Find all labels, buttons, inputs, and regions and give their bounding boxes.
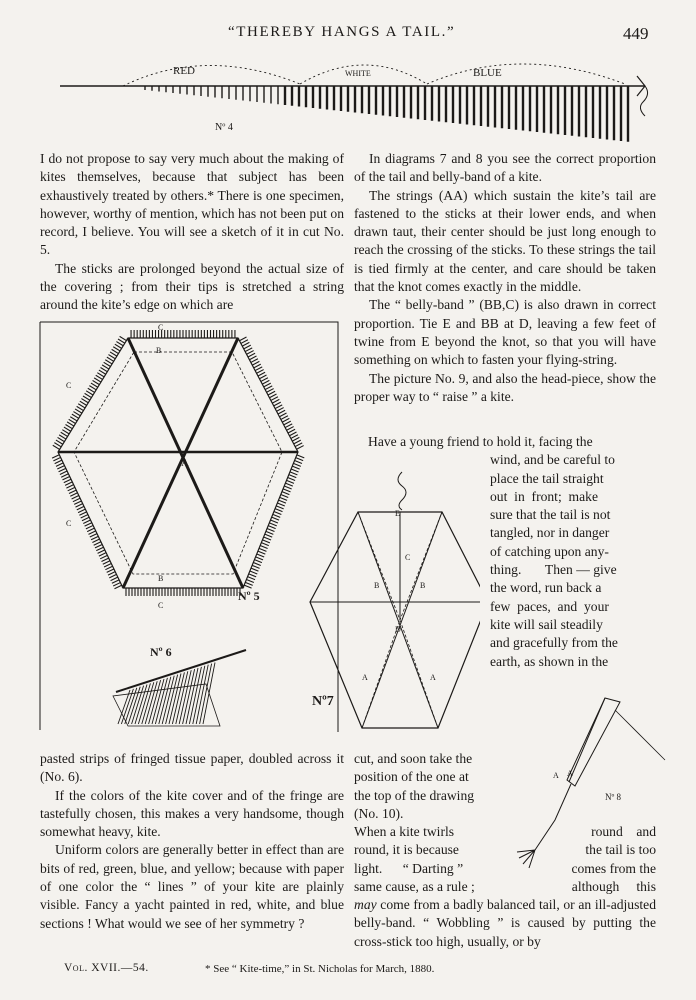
- fringe-strand: [68, 487, 75, 490]
- fringe-strand: [244, 585, 251, 588]
- right-column-bottom: [354, 823, 656, 951]
- fringe-strand: [55, 460, 62, 463]
- fringe-strand: [258, 551, 265, 554]
- fringe-strand: [70, 493, 77, 496]
- text-line: earth, as shown in the: [490, 653, 609, 669]
- letter-a: A: [430, 673, 436, 682]
- fringe-strand: [257, 554, 264, 557]
- text-line: same cause, as a rule ;: [354, 878, 475, 894]
- fringe-strand: [273, 514, 280, 517]
- right-column-cont: [354, 750, 494, 823]
- fringe-strand: [279, 413, 286, 417]
- fringe-strand: [247, 351, 254, 355]
- fringe-strand: [249, 356, 256, 360]
- fringe-strand: [295, 443, 302, 447]
- letter-e: E: [395, 509, 400, 518]
- fringe-strand: [259, 548, 266, 551]
- letter-b: B: [156, 346, 162, 355]
- letter-c: C: [158, 601, 164, 610]
- fringe-strand: [261, 543, 268, 546]
- fringe-strand: [262, 540, 269, 543]
- fringe-strand: [109, 574, 116, 577]
- fringe-strand: [259, 375, 266, 379]
- fringe-strand: [166, 675, 178, 724]
- letter-c: C: [158, 323, 164, 332]
- text-line: place the tail straight: [490, 470, 604, 486]
- fringe-strand: [274, 512, 281, 515]
- fringe-strand: [254, 560, 261, 563]
- fringe-strand: [295, 461, 302, 464]
- figure-5-label: Nº 5: [238, 589, 260, 603]
- fringe-strand: [196, 665, 208, 724]
- fringe-strand: [105, 566, 112, 569]
- fringe-strand: [53, 457, 60, 460]
- fringe-strand: [61, 474, 68, 477]
- label-red: RED: [173, 65, 195, 77]
- fringe-strand: [293, 463, 300, 466]
- fringe-strand: [296, 458, 303, 461]
- fringe-strand: [186, 668, 198, 724]
- fringe-strand: [132, 686, 144, 724]
- fringe-strand: [90, 534, 97, 537]
- fringe-strand: [285, 424, 292, 428]
- text-line: round, it is because: [354, 842, 459, 858]
- footnote: * See “ Kite-time,” in St. Nicholas for March, 1880.: [205, 963, 435, 975]
- fringe-strand: [103, 561, 110, 564]
- fringe-strand: [200, 664, 212, 724]
- fringe-strand: [91, 536, 98, 539]
- fringe-strand: [159, 677, 171, 724]
- left-column-top: [40, 150, 344, 315]
- fringe-strand: [248, 353, 255, 357]
- letter-c: C: [66, 381, 72, 390]
- fringe-strand: [114, 585, 121, 588]
- letter-c: C: [405, 553, 411, 562]
- fringe-strand: [297, 455, 304, 458]
- fringe-strand: [244, 345, 251, 349]
- fringe-strand: [277, 408, 284, 412]
- fringe-strand: [272, 399, 279, 403]
- fringe-strand: [52, 455, 59, 458]
- fringe-strand: [125, 688, 137, 724]
- fringe-strand: [262, 380, 269, 384]
- fringe-strand: [81, 515, 88, 518]
- fringe-strand: [183, 669, 195, 724]
- fringe-strand: [264, 383, 271, 387]
- fringe-strand: [250, 571, 257, 574]
- running-head: “THEREBY HANGS A TAIL.”: [228, 24, 456, 40]
- paragraph: The picture No. 9, and also the head-piece, show the proper way to “ raise ” a kite.: [354, 370, 656, 404]
- text-line: (No. 10).: [354, 805, 404, 821]
- fringe-strand: [78, 509, 85, 512]
- fringe-strand: [254, 364, 261, 368]
- fringe-strand: [279, 500, 286, 503]
- fringe-strand: [62, 476, 69, 479]
- fringe-strand: [271, 397, 278, 401]
- fringe-strand: [95, 544, 102, 547]
- label-white: WHITE: [345, 69, 371, 78]
- fringe-strand: [113, 583, 120, 586]
- fringe-strand: [241, 340, 248, 344]
- fringe-strand: [253, 563, 260, 566]
- fringe-strand: [255, 367, 262, 371]
- fringe-strand: [288, 429, 295, 433]
- fringe-strand: [128, 687, 140, 724]
- fringe-strand: [281, 495, 288, 498]
- letter-c: C: [66, 519, 72, 528]
- fringe-strand: [77, 506, 84, 509]
- fringe-strand: [169, 674, 181, 725]
- paragraph: pasted strips of fringed tissue paper, doubled across it (No. 6).: [40, 751, 344, 785]
- fringe-strand: [92, 539, 99, 542]
- fringe-strand: [142, 682, 154, 724]
- text-line: kite will sail steadily: [490, 616, 603, 632]
- fringe-strand: [282, 492, 289, 495]
- fringe-strand: [269, 523, 276, 526]
- letter-a: A: [362, 673, 368, 682]
- fringe-strand: [56, 463, 63, 466]
- fringe-strand: [264, 537, 271, 540]
- text-span: come from a badly balanced tail, or an ill-adjusted belly-band. “ Wobbling ” is caused by putting the cross-stick too high, usually, or by: [354, 897, 656, 949]
- fringe-strand: [149, 680, 161, 724]
- fringe: [52, 330, 304, 596]
- text-line: wind, and be careful to: [490, 452, 615, 468]
- fringe-strand: [246, 580, 253, 583]
- fringe-strand: [64, 479, 71, 482]
- fringe-strand: [297, 446, 304, 450]
- fringe-strand: [265, 386, 272, 390]
- fringe-strand: [79, 512, 86, 515]
- fringe-strand: [251, 568, 258, 571]
- letter-b: B: [420, 581, 426, 590]
- text-line: although this: [571, 878, 656, 894]
- letter-a: A: [181, 457, 189, 469]
- paragraph: In diagrams 7 and 8 you see the correct proportion of the tail and belly-band of a kite.: [354, 151, 656, 185]
- fringe-strand: [72, 496, 79, 499]
- fringe-strand: [252, 361, 259, 365]
- fringe-strand: [74, 501, 81, 504]
- fringe-strand: [138, 683, 150, 724]
- volume-number: Vol. XVII.—54.: [64, 962, 149, 974]
- text-line: comes from the: [571, 860, 656, 876]
- text-line: the word, run back a: [490, 580, 602, 596]
- fringe-strand: [96, 547, 103, 550]
- fringe-strand: [268, 526, 275, 529]
- fringe-strand: [112, 580, 119, 583]
- text-line: When a kite twirls: [354, 824, 455, 839]
- fringe-strand: [277, 503, 284, 506]
- fringe-strand: [249, 574, 256, 577]
- right-column-wrap: [368, 433, 656, 671]
- fringe-strand: [289, 432, 296, 436]
- fringe-strand: [287, 427, 294, 431]
- fringe-strand: [83, 520, 90, 523]
- letter-b: B: [158, 574, 164, 583]
- text-line: Have a young friend to hold it, facing the: [368, 434, 593, 449]
- letter-a: A: [553, 771, 559, 780]
- fringe-strand: [104, 564, 111, 567]
- paragraph: Uniform colors are generally better in effect than are bits of red, green, blue, and yellow; because with paper of one color the “ lines ” of your kite are plainly visible. Fancy a yacht painted in red, white, and blue sections ! What would we see of her symmetry ?: [40, 842, 344, 931]
- paragraph: The “ belly-band ” (BB,C) is also drawn in correct proportion. Tie E and BB at D, leaving a few feet of twine from E beyond the knot, so that you will have something on which to fasten your flying-string.: [354, 297, 656, 368]
- left-column-bottom: [40, 750, 344, 933]
- fringe-strand: [265, 534, 272, 537]
- fringe-strand: [284, 421, 291, 425]
- emphasis: may: [354, 897, 377, 913]
- fringe-strand: [294, 440, 301, 444]
- fringe-strand: [266, 531, 273, 534]
- figure-8-label: Nº 8: [605, 792, 622, 802]
- fringe-strand: [193, 666, 205, 724]
- fringe-strand: [248, 577, 255, 580]
- text-line: round and: [591, 824, 656, 839]
- fringe-strand: [272, 517, 279, 520]
- text-line: thing. Then — give: [490, 562, 617, 578]
- fringe-strand: [245, 582, 252, 585]
- fringe-strand: [60, 471, 67, 474]
- fringe-strand: [245, 348, 252, 352]
- fringe-strand: [98, 550, 105, 553]
- fringe-strand: [145, 681, 157, 724]
- fringe-strand: [275, 405, 282, 409]
- paragraph: If the colors of the kite cover and of the fringe are tastefully chosen, this makes a very handsome, though somewhat heavy, kite.: [40, 787, 344, 840]
- paragraph: The sticks are prolonged beyond the actual size of the covering ; from their tips is stretched a string around the kite’s edge on which are: [40, 260, 344, 313]
- fringe-strand: [278, 410, 285, 414]
- fringe-strand: [251, 359, 258, 363]
- fringe-detail: [113, 650, 246, 726]
- fringe-strand: [86, 525, 93, 528]
- text-line: the top of the drawing: [354, 787, 475, 803]
- fringe-strand: [100, 555, 107, 558]
- fringe-strand: [155, 678, 167, 724]
- fringe-strand: [101, 558, 108, 561]
- fringe-strand: [239, 337, 246, 341]
- hexagon-kite: [52, 330, 304, 596]
- fringe-strand: [75, 504, 82, 507]
- fringe-strand: [162, 676, 174, 724]
- fringe-strand: [152, 679, 164, 724]
- figure-4-tail: [55, 52, 655, 152]
- fringe-strand: [267, 389, 274, 393]
- fringe-strand: [268, 391, 275, 395]
- fringe-strand: [275, 509, 282, 512]
- fringe-strand: [280, 497, 287, 500]
- letter-b: B: [374, 581, 380, 590]
- text-line: and gracefully from the: [490, 635, 618, 651]
- text-line: few paces, and your: [490, 598, 609, 614]
- fringe-strand: [108, 572, 115, 575]
- text-line: of catching upon any-: [490, 543, 609, 559]
- fringe-strand: [242, 342, 249, 346]
- fringe-strand: [88, 531, 95, 534]
- page-number: 449: [623, 24, 649, 43]
- text-line: tangled, nor in danger: [490, 525, 610, 541]
- text-line: out in front; make: [490, 488, 598, 504]
- fringe-strand: [252, 565, 259, 568]
- fringe-strand: [85, 523, 92, 526]
- label-blue: BLUE: [473, 67, 502, 79]
- fringe-strand: [179, 670, 191, 724]
- fringe-strand: [94, 542, 101, 545]
- letter-d: D: [395, 625, 401, 634]
- fringe-strand: [87, 528, 94, 531]
- fringe-strand: [73, 498, 80, 501]
- fringe-strand: [69, 490, 76, 493]
- letter-a: A: [567, 769, 573, 778]
- paragraph: The strings (AA) which sustain the kite’s tail are fastened to the sticks at their lower ends, and when drawn taut, their center should be just long enough to reach the crossing of the sticks. To these strings the tail is tied firmly at the center, and care should be taken that the knot comes exactly in the middle.: [354, 187, 656, 295]
- fringe-strand: [282, 418, 289, 422]
- text-line: sure that the tail is not: [490, 507, 611, 523]
- fringe-strand: [281, 416, 288, 420]
- fringe-strand: [258, 372, 265, 376]
- fringe-strand: [292, 437, 299, 441]
- fringe-strand: [135, 685, 147, 725]
- fringe-strand: [82, 517, 89, 520]
- fringe-strand: [276, 506, 283, 509]
- fringe-strand: [111, 577, 118, 580]
- fringe-strand: [65, 482, 72, 485]
- fringe-strand: [176, 671, 188, 724]
- fringe-strand: [267, 529, 274, 532]
- tail-tassels: [145, 86, 628, 142]
- fringe-strand: [57, 466, 64, 469]
- fringe-strand: [256, 557, 263, 560]
- fringe-strand: [274, 402, 281, 406]
- text-line: the tail is too: [585, 842, 656, 858]
- fringe-strand: [269, 394, 276, 398]
- fringe-strand: [260, 546, 267, 549]
- fringe-strand: [291, 435, 298, 439]
- fringe-strand: [261, 378, 268, 382]
- fringe-strand: [107, 569, 114, 572]
- fringe-strand: [203, 663, 215, 725]
- text-line: position of the one at: [354, 769, 469, 785]
- text-line: [354, 896, 656, 951]
- fringe-strand: [257, 370, 264, 374]
- fringe-strand: [292, 466, 299, 469]
- fringe-strand: [172, 672, 184, 724]
- figure-4-label: Nº 4: [215, 122, 233, 133]
- fringe-strand: [66, 485, 73, 488]
- fringe-strand: [99, 553, 106, 556]
- paragraph: I do not propose to say very much about the making of kites themselves, because that subject has been exhaustively treated by others.* There is one specimen, however, worthy of mention, which has not been put on record, I believe. You will see a sketch of it in cut No. 5.: [40, 151, 344, 258]
- text-line: cut, and soon take the: [354, 751, 473, 766]
- fringe-strand: [271, 520, 278, 523]
- fringe-strand: [189, 667, 201, 724]
- figure-6-label: Nº 6: [150, 645, 172, 659]
- right-column-top: [354, 150, 656, 406]
- fringe-strand: [59, 468, 66, 471]
- text-line: light. “ Darting ”: [354, 860, 464, 876]
- figure-7-label: Nº7: [312, 694, 334, 709]
